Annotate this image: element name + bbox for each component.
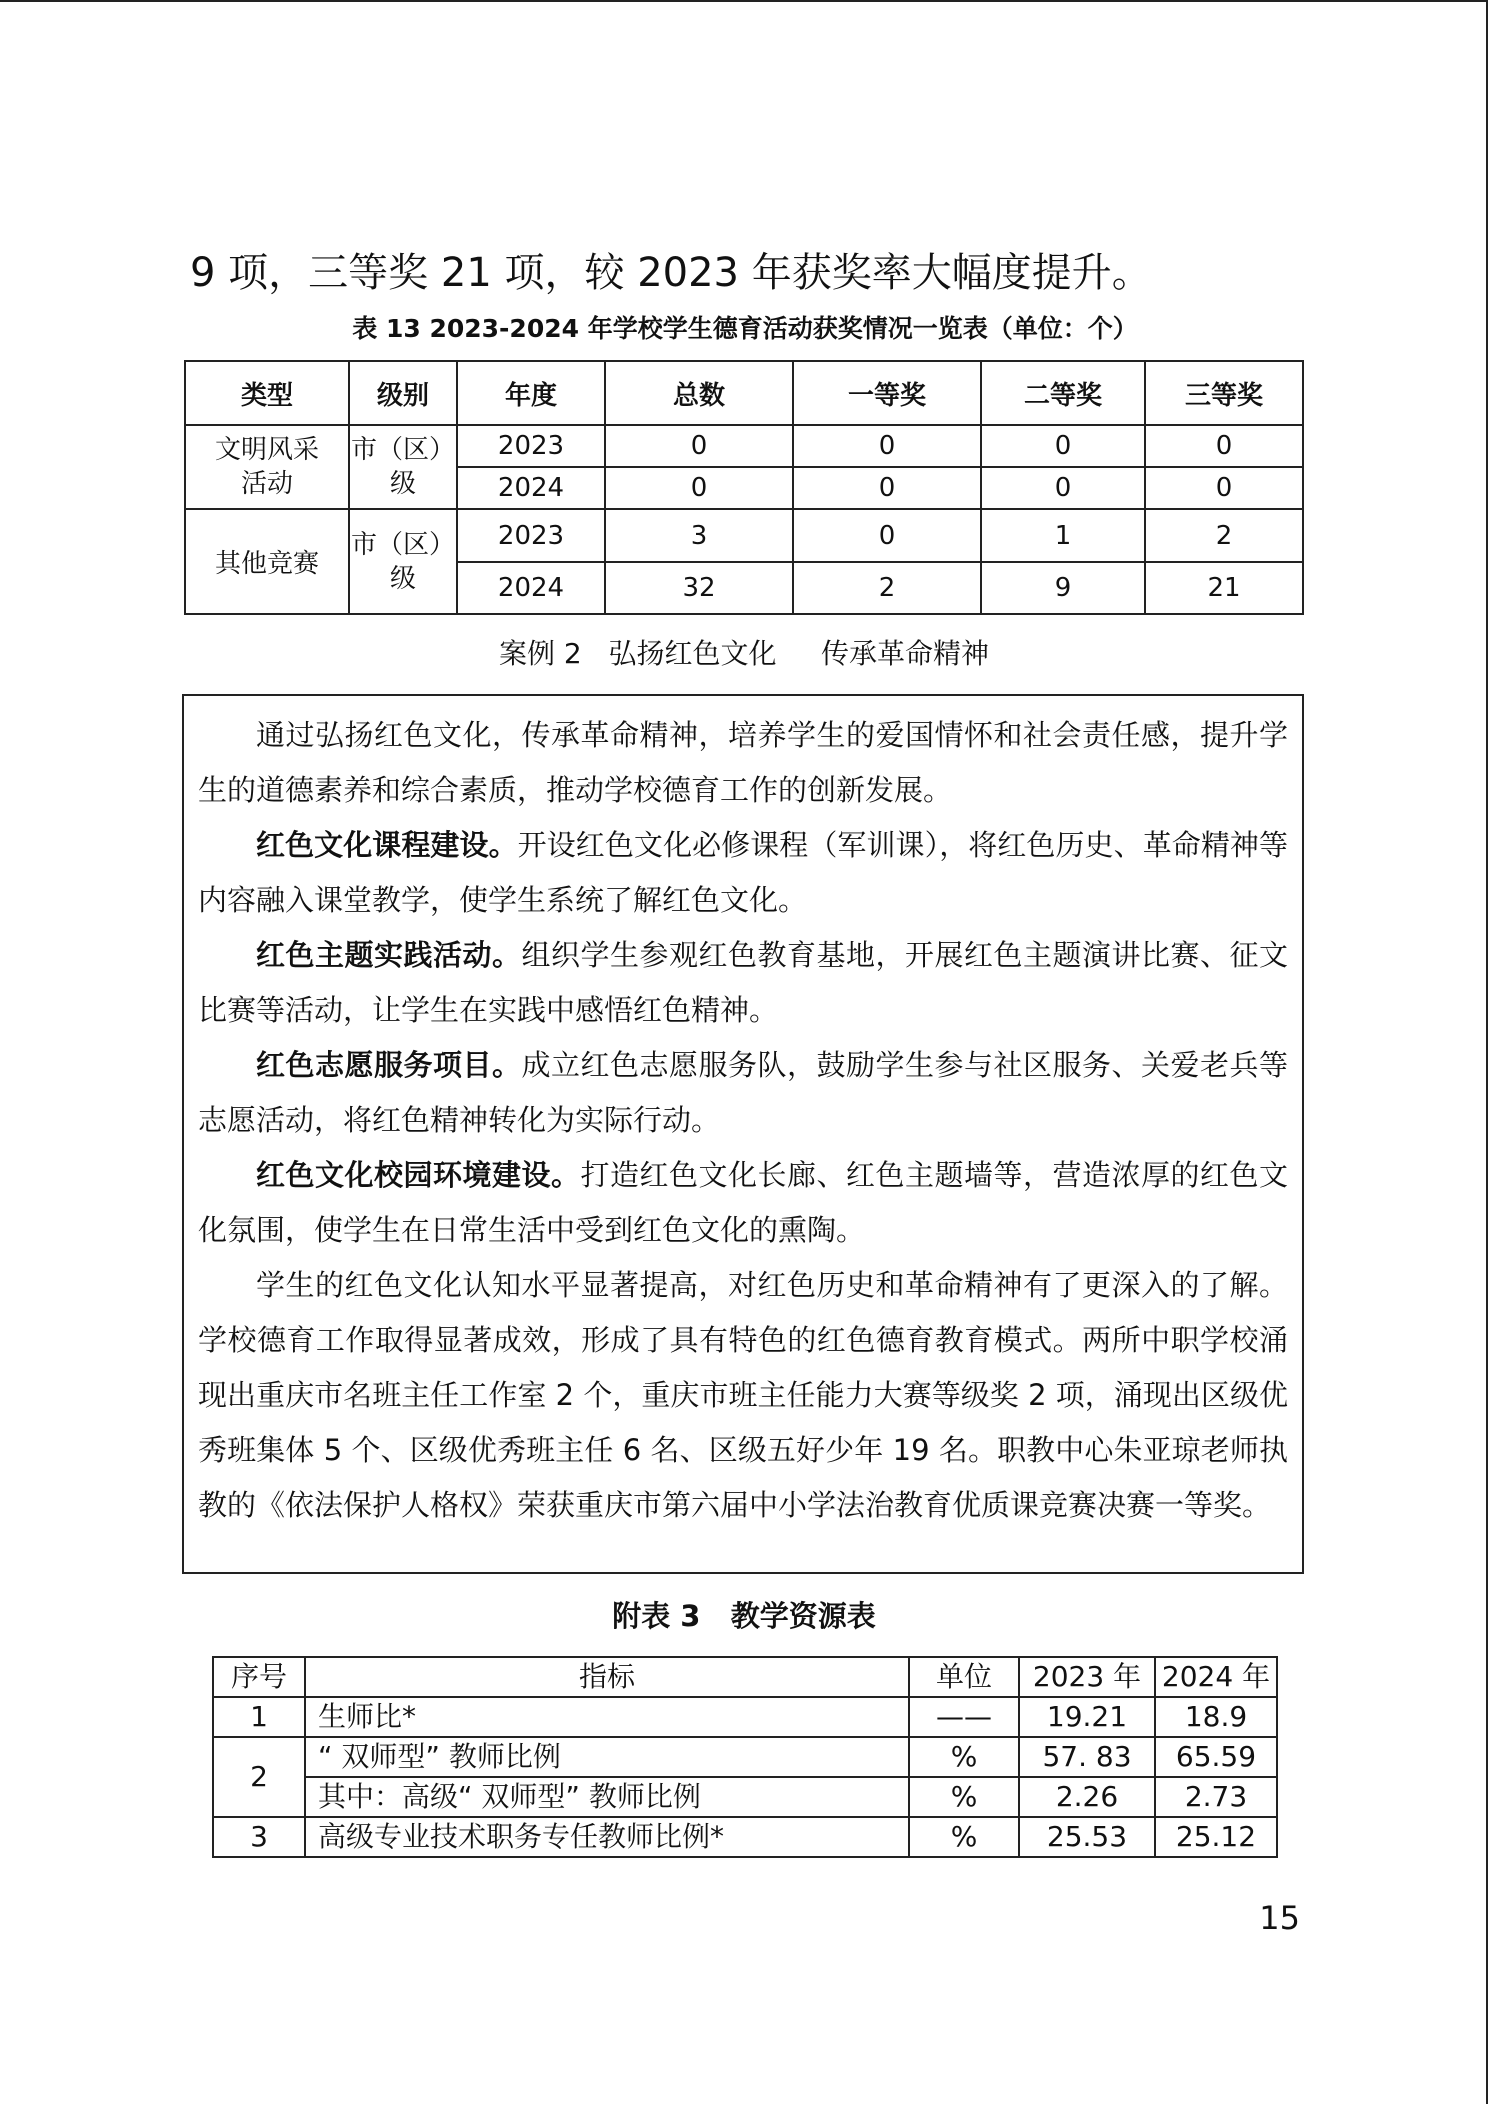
value-2024-cell: 25.12 <box>1155 1817 1277 1857</box>
table-row <box>213 1697 1277 1737</box>
case-box <box>182 694 1304 1574</box>
unit-cell: —— <box>909 1697 1019 1737</box>
year-cell: 2023 <box>457 425 605 467</box>
first-prize-cell: 0 <box>793 425 981 467</box>
case-item-text: 组织学生参观红色教育基地，开展红色主题演讲比赛、征文比赛等活动，让学生在实践中感悟红色精神。 <box>198 938 1288 1027</box>
table-header-row <box>185 361 1303 425</box>
third-prize-cell: 0 <box>1145 425 1303 467</box>
level-label-line: 市（区） <box>350 435 455 465</box>
header-cell: 单位 <box>909 1657 1019 1697</box>
value-2023-cell: 19.21 <box>1019 1697 1155 1737</box>
second-prize-cell: 9 <box>981 562 1145 614</box>
case-item-heading: 红色主题实践活动。 <box>256 938 522 972</box>
value-2024-cell: 18.9 <box>1155 1697 1277 1737</box>
first-prize-cell: 0 <box>793 467 981 509</box>
year-cell: 2024 <box>457 467 605 509</box>
value-2023-cell: 25.53 <box>1019 1817 1155 1857</box>
indicator-cell: 生师比* <box>305 1697 909 1737</box>
table-header-row <box>213 1657 1277 1697</box>
case-item-paragraph <box>198 1038 1288 1148</box>
case-item-paragraph <box>198 1148 1288 1258</box>
value-2024-cell: 65.59 <box>1155 1737 1277 1777</box>
header-cell: 2023 年 <box>1019 1657 1155 1697</box>
total-cell: 3 <box>605 509 793 562</box>
table-3-caption: 附表 3 教学资源表 <box>612 1599 876 1633</box>
value-2023-cell: 2.26 <box>1019 1777 1155 1817</box>
table-row <box>213 1817 1277 1857</box>
level-label-line: 级 <box>389 563 416 594</box>
second-prize-cell: 0 <box>981 467 1145 509</box>
level-label-line: 级 <box>389 469 416 499</box>
value-2024-cell: 2.73 <box>1155 1777 1277 1817</box>
header-cell: 二等奖 <box>981 361 1145 425</box>
header-cell: 指标 <box>305 1657 909 1697</box>
year-cell: 2024 <box>457 562 605 614</box>
case-item-heading: 红色文化课程建设。 <box>256 828 518 862</box>
case-item-text: 成立红色志愿服务队，鼓励学生参与社区服务、关爱老兵等志愿活动，将红色精神转化为实际行动。 <box>198 1048 1288 1137</box>
table-13-caption: 表 13 2023-2024 年学校学生德育活动获奖情况一览表（单位：个） <box>352 314 1138 343</box>
page-number: 15 <box>1259 1899 1300 1937</box>
year-cell: 2023 <box>457 509 605 562</box>
serial-cell: 3 <box>213 1817 305 1857</box>
third-prize-cell: 21 <box>1145 562 1303 614</box>
unit-cell: % <box>909 1777 1019 1817</box>
continuation-paragraph: 9 项，三等奖 21 项，较 2023 年获奖率大幅度提升。 <box>190 250 1152 296</box>
indicator-cell: 高级专业技术职务专任教师比例* <box>305 1817 909 1857</box>
case-item-text: 开设红色文化必修课程（军训课），将红色历史、革命精神等内容融入课堂教学，使学生系统了解红色文化。 <box>198 828 1288 917</box>
teaching-resources-table <box>212 1656 1278 1858</box>
type-label-line: 文明风采 <box>214 435 319 465</box>
case-item-paragraph <box>198 928 1288 1038</box>
case-conclusion-paragraph: 学生的红色文化认知水平显著提高，对红色历史和革命精神有了更深入的了解。学校德育工作取得显著成效，形成了具有特色的红色德育教育模式。两所中职学校涌现出重庆市名班主任工作室 2 个，重庆市班主任能力大赛等级奖 2 项，涌现出区级优秀班集体 5 个、区级优秀班主任 6 名、区级五好少年 19 名。职教中心朱亚琼老师执教的《依法保护人格权》荣获重庆市第六届中小学法治教育优质课竞赛决赛一等奖。 <box>198 1268 1288 1522</box>
header-cell: 级别 <box>349 361 457 425</box>
table-row <box>185 425 1303 467</box>
unit-cell: % <box>909 1737 1019 1777</box>
award-table <box>184 360 1304 615</box>
table-row <box>213 1737 1277 1777</box>
total-cell: 32 <box>605 562 793 614</box>
type-label-line: 活动 <box>240 469 293 499</box>
table-row <box>213 1777 1277 1817</box>
first-prize-cell: 0 <box>793 509 981 562</box>
header-cell: 类型 <box>185 361 349 425</box>
level-cell <box>349 509 457 614</box>
header-cell: 三等奖 <box>1145 361 1303 425</box>
header-cell: 总数 <box>605 361 793 425</box>
value-2023-cell: 57. 83 <box>1019 1737 1155 1777</box>
header-cell: 年度 <box>457 361 605 425</box>
table-row <box>185 509 1303 562</box>
case-title: 案例 2 弘扬红色文化 传承革命精神 <box>499 637 989 670</box>
case-item-heading: 红色志愿服务项目。 <box>256 1048 522 1082</box>
type-cell: 其他竞赛 <box>185 509 349 614</box>
total-cell: 0 <box>605 467 793 509</box>
indicator-cell: 其中：高级“ 双师型” 教师比例 <box>305 1777 909 1817</box>
header-cell: 序号 <box>213 1657 305 1697</box>
unit-cell: % <box>909 1817 1019 1857</box>
case-item-text: 打造红色文化长廊、红色主题墙等，营造浓厚的红色文化氛围，使学生在日常生活中受到红色文化的熏陶。 <box>198 1158 1288 1247</box>
third-prize-cell: 2 <box>1145 509 1303 562</box>
header-cell: 2024 年 <box>1155 1657 1277 1697</box>
level-label-line: 市（区） <box>350 529 455 560</box>
serial-cell: 2 <box>213 1737 305 1817</box>
type-cell <box>185 425 349 509</box>
third-prize-cell: 0 <box>1145 467 1303 509</box>
page-top-border <box>0 0 1488 2</box>
total-cell: 0 <box>605 425 793 467</box>
case-intro-paragraph: 通过弘扬红色文化，传承革命精神，培养学生的爱国情怀和社会责任感，提升学生的道德素养和综合素质，推动学校德育工作的创新发展。 <box>198 718 1288 807</box>
second-prize-cell: 1 <box>981 509 1145 562</box>
first-prize-cell: 2 <box>793 562 981 614</box>
case-item-heading: 红色文化校园环境建设。 <box>256 1158 581 1192</box>
indicator-cell: “ 双师型” 教师比例 <box>305 1737 909 1777</box>
case-item-paragraph <box>198 818 1288 928</box>
serial-cell: 1 <box>213 1697 305 1737</box>
second-prize-cell: 0 <box>981 425 1145 467</box>
header-cell: 一等奖 <box>793 361 981 425</box>
level-cell <box>349 425 457 509</box>
